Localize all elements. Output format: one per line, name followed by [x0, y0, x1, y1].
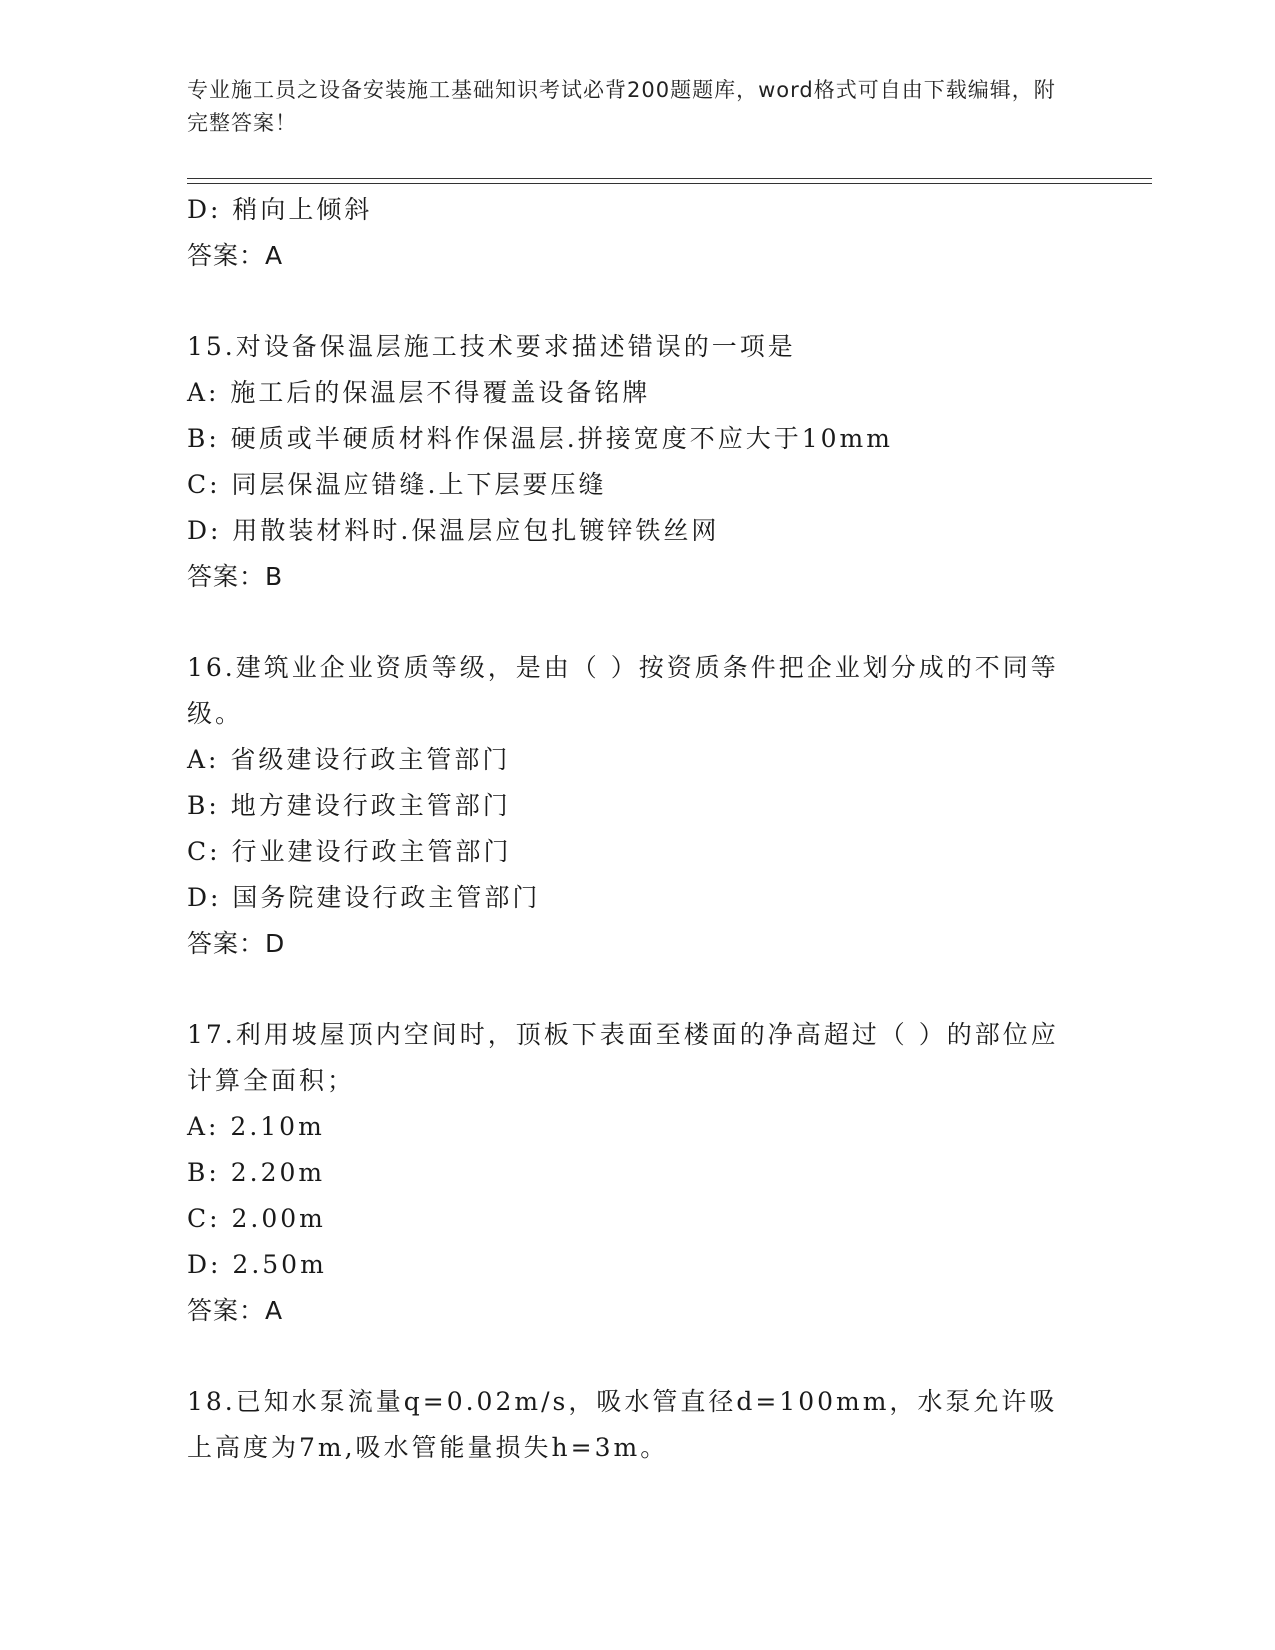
question-15-option-d: D: 用散装材料时.保温层应包扎镀锌铁丝网	[187, 516, 720, 545]
header-divider-bottom	[187, 183, 1152, 184]
question-17-stem: 17.利用坡屋顶内空间时，顶板下表面至楼面的净高超过（ ）的部位应计算全面积；	[187, 1020, 1059, 1095]
question-15-answer: 答案：B	[187, 562, 284, 591]
question-17-option-c: C: 2.00m	[187, 1204, 326, 1233]
question-16-option-c: C: 行业建设行政主管部门	[187, 837, 512, 866]
question-17-option-d: D: 2.50m	[187, 1250, 327, 1279]
question-16-option-b: B: 地方建设行政主管部门	[187, 791, 511, 820]
header-divider-top	[187, 178, 1152, 179]
document-header: 专业施工员之设备安装施工基础知识考试必背200题题库，word格式可自由下载编辑，附完整答案！	[187, 78, 1056, 135]
question-18-stem: 18.已知水泵流量q=0.02m/s，吸水管直径d=100mm，水泵允许吸上高度为7m,吸水管能量损失h=3m。	[187, 1387, 1058, 1462]
question-17-option-a: A: 2.10m	[187, 1112, 325, 1141]
question-15-option-b: B: 硬质或半硬质材料作保温层.拼接宽度不应大于10mm	[187, 424, 893, 453]
question-16-option-a: A: 省级建设行政主管部门	[187, 745, 511, 774]
question-16-option-d: D: 国务院建设行政主管部门	[187, 883, 541, 912]
question-16-stem: 16.建筑业企业资质等级，是由（ ）按资质条件把企业划分成的不同等级。	[187, 653, 1059, 728]
question-14-answer: 答案：A	[187, 241, 284, 270]
question-16-answer: 答案：D	[187, 929, 286, 958]
question-15-stem: 15.对设备保温层施工技术要求描述错误的一项是	[187, 332, 796, 361]
question-17-option-b: B: 2.20m	[187, 1158, 326, 1187]
question-15-option-c: C: 同层保温应错缝.上下层要压缝	[187, 470, 607, 499]
document-body	[187, 187, 1067, 1471]
question-17-answer: 答案：A	[187, 1296, 284, 1325]
question-15-option-a: A: 施工后的保温层不得覆盖设备铭牌	[187, 378, 651, 407]
question-14-option-d: D: 稍向上倾斜	[187, 195, 373, 224]
